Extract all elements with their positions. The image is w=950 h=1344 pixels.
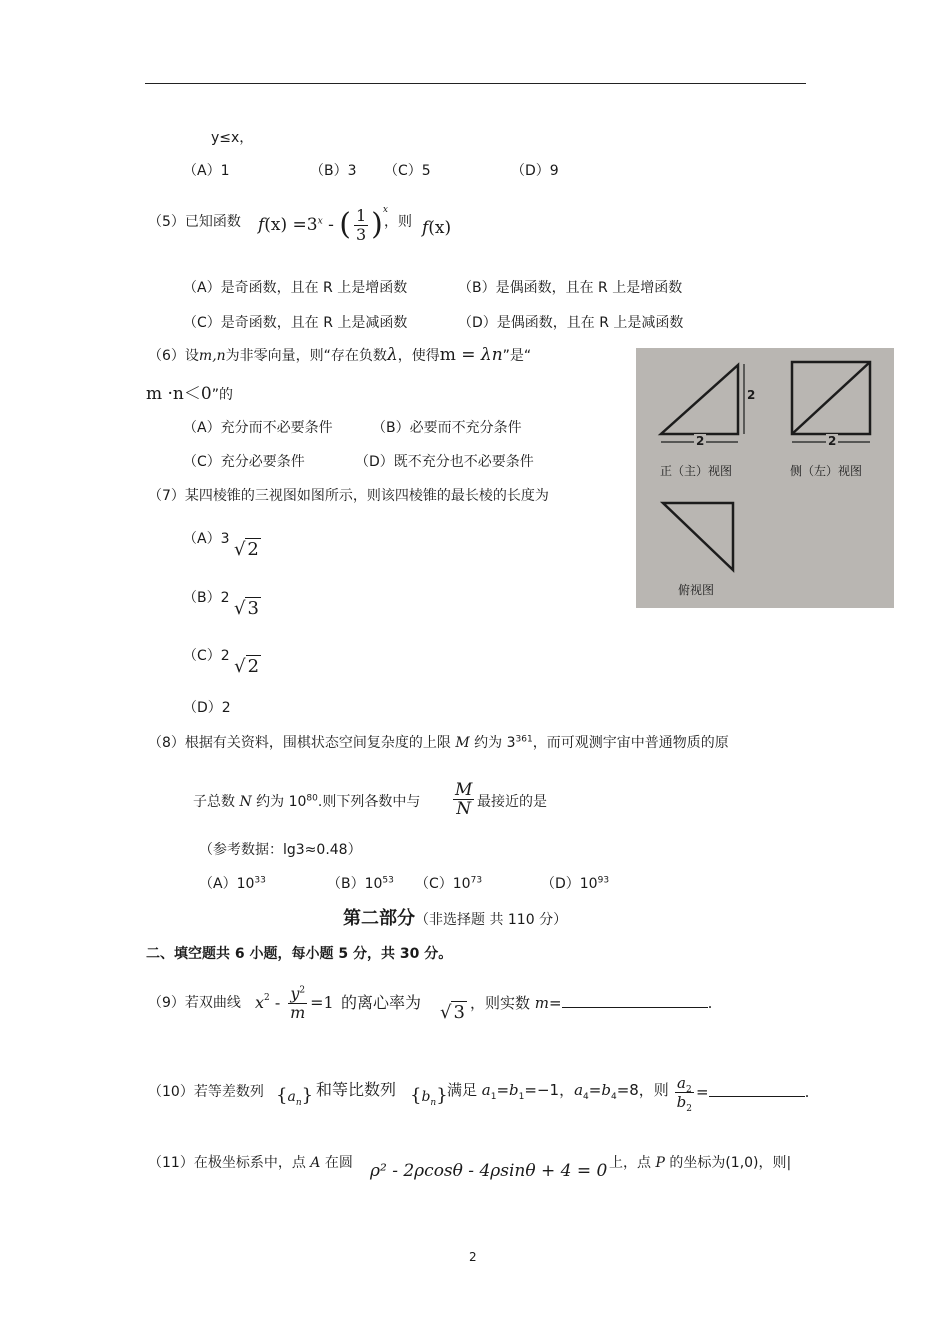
q9-rad: 3 <box>453 1002 465 1023</box>
q7-option-a-label: （A）3 <box>183 531 230 547</box>
figure-label-top: 俯视图 <box>678 583 715 597</box>
q10-dot: . <box>804 1083 810 1101</box>
q5-eq: =3 <box>287 215 318 235</box>
q11-end <box>609 1153 791 1173</box>
q5-minus: - <box>322 215 340 235</box>
q7-option-b-rad: 3 <box>247 598 259 619</box>
q4-option-b: （B）3 <box>310 163 357 179</box>
q9-end <box>470 993 712 1013</box>
q6-line2 <box>146 384 233 405</box>
q5-xexp: x <box>317 216 323 227</box>
q6-line2-end: ”的 <box>211 387 233 403</box>
q8-line1 <box>148 733 729 753</box>
q10-val1: =−1， <box>524 1081 575 1099</box>
q7-option-c <box>183 645 261 677</box>
q5-option-c: （C）是奇函数，且在 R 上是减函数 <box>183 315 408 331</box>
q8-option-a-exp: 33 <box>254 875 266 886</box>
q7-option-b-sqrt: √ 3 <box>233 598 259 619</box>
q6-m: m <box>439 345 456 365</box>
q11-A: A <box>310 1155 321 1171</box>
q5-f2: f <box>422 218 429 238</box>
q8-line2 <box>193 792 420 812</box>
figure-dim-front-height: 2 <box>747 388 756 402</box>
q9-sqrt: √ 3 <box>440 1002 465 1023</box>
q10-frac-b-sub: 2 <box>686 1104 693 1114</box>
q9-end-text: ，则实数 <box>470 994 535 1012</box>
q7-option-b-label: （B）2 <box>183 590 230 606</box>
q10-eq-a: = <box>496 1081 510 1099</box>
q5-frac-den: 3 <box>355 224 367 244</box>
q10-bn: $\{b_n\}$ <box>410 1085 448 1108</box>
q10-an-n: n <box>295 1097 302 1108</box>
q7-option-d: （D）2 <box>183 700 231 716</box>
q5-x: (x) <box>264 215 288 235</box>
q10-fraction <box>672 1074 697 1114</box>
q5-option-b: （B）是偶函数，且在 R 上是增函数 <box>458 280 683 296</box>
q10-frac-a-sub: 2 <box>685 1085 692 1095</box>
page-number: 2 <box>469 1250 477 1264</box>
q5-f: f <box>258 215 265 235</box>
q8-option-d <box>541 874 609 894</box>
q8-exp1: 361 <box>515 734 533 745</box>
q6-option-d: （D）既不充分也不必要条件 <box>355 454 534 470</box>
q5-exp: x <box>382 205 388 215</box>
q9-eq: = <box>549 994 562 1012</box>
q10-a1-sub: 1 <box>490 1092 497 1102</box>
figure-label-front: 正（主）视图 <box>660 464 733 478</box>
q10-b1-sub: 1 <box>518 1092 525 1102</box>
q9-answer-blank[interactable] <box>562 1007 708 1008</box>
q9-frac-den: m <box>290 1003 306 1022</box>
q10-b4: b <box>601 1081 611 1099</box>
q6-line1 <box>148 345 531 366</box>
q7-option-a-sqrt: √ 2 <box>233 539 259 560</box>
q10-bn-n: n <box>430 1097 437 1108</box>
q8-exp2: 80 <box>306 793 318 804</box>
q11-prefix: （11）在极坐标系中，点 <box>148 1155 311 1171</box>
q9-frac-num <box>288 985 307 1004</box>
q10-val2: =8，则 <box>616 1081 669 1099</box>
q9-equation <box>255 985 334 1022</box>
section2-heading: 二、填空题共 6 小题，每小题 5 分，共 30 分。 <box>146 946 453 962</box>
q5-fx <box>422 218 451 238</box>
q6-option-a: （A）充分而不必要条件 <box>183 420 333 436</box>
q10-eq-b: = <box>588 1081 602 1099</box>
q10-frac-a: a <box>677 1074 686 1092</box>
q8-N: N <box>239 794 252 810</box>
q9-eq1: =1 <box>310 993 334 1012</box>
q5-then: ，则 <box>384 214 412 230</box>
q6-mid: 为非零向量，则“存在负数 <box>225 348 387 364</box>
q6-n: n <box>491 345 503 365</box>
q7-option-c-label: （C）2 <box>183 648 230 664</box>
q8-option-d-exp: 93 <box>597 875 610 886</box>
q7-option-c-sqrt: √ 2 <box>234 656 260 677</box>
q7-option-b <box>183 587 261 619</box>
q8-line1c: ，而可观测宇宙中普通物质的原 <box>532 735 729 751</box>
q4-option-d: （D）9 <box>511 163 559 179</box>
q10-an-a: a <box>287 1089 296 1105</box>
q9-frac-y: y <box>290 984 300 1003</box>
q6-eq: = <box>455 345 481 365</box>
q6-option-c: （C）充分必要条件 <box>183 454 305 470</box>
q5-option-a: （A）是奇函数，且在 R 上是增函数 <box>183 280 408 296</box>
q8-option-b-base: （B）10 <box>327 876 383 892</box>
q10-bn-b: b <box>421 1089 431 1105</box>
q6-end: ”是“ <box>502 348 532 364</box>
q8-option-c-exp: 73 <box>470 875 483 886</box>
q10-a1: a <box>481 1081 491 1099</box>
q5-frac-num: 1 <box>355 205 367 225</box>
q8-option-d-base: （D）10 <box>541 876 598 892</box>
q7-text: （7）某四棱锥的三视图如图所示，则该四棱锥的最长棱的长度为 <box>148 488 549 504</box>
q8-line1a: （8）根据有关资料，围棋状态空间复杂度的上限 <box>148 735 456 751</box>
part2-heading <box>343 906 567 933</box>
figure-dim-side-width: 2 <box>828 434 837 448</box>
q4-option-a: （A）1 <box>183 163 230 179</box>
header-rule <box>145 83 806 84</box>
q11-line <box>148 1153 353 1173</box>
q10-frac-num <box>675 1074 694 1093</box>
q9-x-exp: 2 <box>264 993 270 1003</box>
q8-line2a: 子总数 <box>193 794 240 810</box>
q10-answer-blank[interactable] <box>709 1096 805 1097</box>
q9-x: x <box>255 993 265 1012</box>
three-view-figure <box>636 348 894 608</box>
q10-mid: 和等比数列 <box>316 1080 397 1099</box>
q6-mn: m,n <box>198 348 226 364</box>
q5-fraction <box>354 207 368 244</box>
q10-frac-den <box>675 1093 694 1114</box>
q8-option-a-base: （A）10 <box>199 876 255 892</box>
q8-option-a <box>199 874 266 894</box>
q4-option-c: （C）5 <box>384 163 431 179</box>
q7-option-a-rad: 2 <box>247 539 259 560</box>
q10-frac-b: b <box>676 1093 687 1111</box>
q9-prefix: （9）若双曲线 <box>148 995 241 1011</box>
q9-mid: 的离心率为 <box>341 993 422 1012</box>
q10-a4-sub: 4 <box>583 1092 589 1102</box>
q10-prefix: （10）若等差数列 <box>148 1084 264 1100</box>
q8-line2b: 约为 10 <box>251 794 307 810</box>
q6-mid2: ，使得 <box>397 348 440 364</box>
q10-b1: b <box>509 1081 519 1099</box>
q11-end-text: 上，点 <box>609 1155 656 1171</box>
q8-option-b <box>327 874 394 894</box>
q9-var: m <box>534 994 550 1012</box>
q7-option-a <box>183 528 261 560</box>
q6-line2-expr: m ·n＜0 <box>146 384 212 404</box>
q10-a4: a <box>574 1081 584 1099</box>
q8-line2d: 最接近的是 <box>477 794 547 810</box>
q9-frac-y-exp: 2 <box>299 985 306 996</box>
q11-end2: 的坐标为(1,0)，则| <box>664 1155 792 1171</box>
q8-option-c <box>415 874 482 894</box>
q6-prefix: （6）设 <box>148 348 199 364</box>
q8-frac-num: M <box>455 780 473 800</box>
q11-P: P <box>655 1155 665 1171</box>
q9-dot: . <box>707 994 713 1012</box>
part2-title: 第二部分 <box>343 908 415 929</box>
q10-b4-sub: 4 <box>610 1092 617 1102</box>
part2-subtitle: （非选择题 共 110 分） <box>415 912 568 928</box>
q5-x2: (x) <box>428 218 452 238</box>
q6-lam2: λ <box>480 345 492 365</box>
q10-eq: = <box>696 1083 709 1101</box>
q8-frac-den: N <box>456 799 472 819</box>
q6-option-b: （B）必要而不充分条件 <box>372 420 522 436</box>
q10-cond-text: 满足 <box>447 1081 482 1099</box>
q11-mid: 在圆 <box>320 1155 353 1171</box>
q10-answer <box>696 1082 809 1102</box>
q4-continuation: y≤x， <box>211 130 254 146</box>
q8-fraction <box>450 781 477 818</box>
q8-option-c-base: （C）10 <box>415 876 471 892</box>
q5-formula: $f(x) =3^x$ - ( $\frac{1}{3}$ )$^x$ <box>258 205 388 244</box>
q7-option-c-rad: 2 <box>247 656 260 677</box>
q9-minus: - <box>269 993 286 1012</box>
q5-prefix: （5）已知函数 <box>148 214 241 230</box>
q11-equation: ρ² - 2ρcosθ - 4ρsinθ + 4 = 0 <box>370 1161 608 1181</box>
q5-option-d: （D）是偶函数，且在 R 上是减函数 <box>458 315 684 331</box>
q8-M: M <box>455 735 470 751</box>
q8-line1b: 约为 3 <box>469 735 516 751</box>
q10-an: $\{a_n\}$ <box>276 1085 314 1108</box>
figure-dim-front-width: 2 <box>696 434 705 448</box>
q6-lambda: λ <box>386 345 398 365</box>
q8-line2c: .则下列各数中与 <box>317 794 421 810</box>
q8-option-b-exp: 53 <box>382 875 394 886</box>
q10-cond <box>447 1080 669 1100</box>
figure-label-side: 侧（左）视图 <box>790 464 863 478</box>
q8-ref: （参考数据：lg3≈0.48） <box>199 842 362 858</box>
